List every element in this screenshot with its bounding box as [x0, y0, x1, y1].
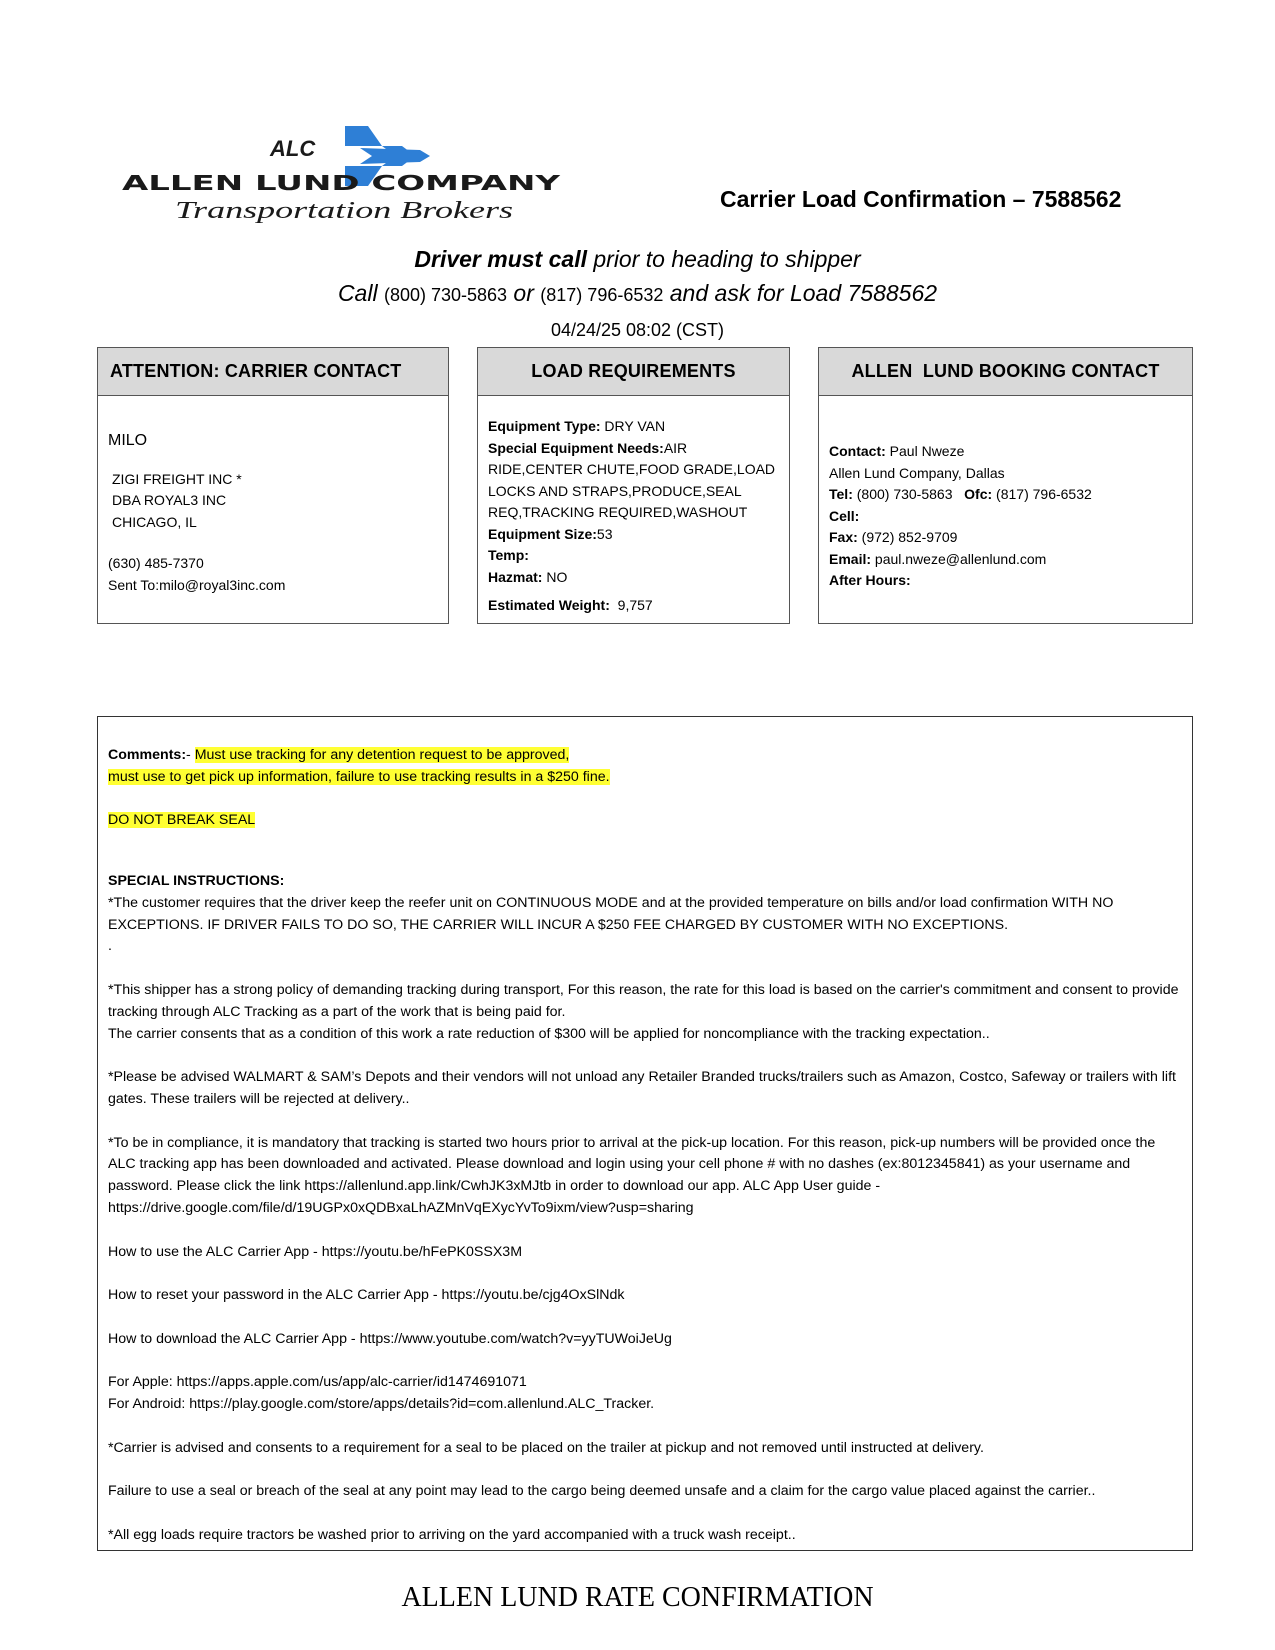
comments-box: [97, 716, 1193, 1551]
load-requirements-box: [477, 347, 790, 624]
weight-label: Estimated Weight:: [488, 597, 610, 613]
booking-office: Allen Lund Company, Dallas: [829, 464, 1005, 481]
booking-tel-label: Tel:: [829, 486, 853, 502]
special-equipment-label: Special Equipment Needs:: [488, 439, 664, 456]
driver-instruction-rest: prior to heading to shipper: [586, 246, 861, 272]
booking-ofc-value: (817) 796-6532: [992, 486, 1092, 502]
booking-contact-label: Contact:: [829, 443, 886, 459]
temp-label: Temp:: [488, 547, 529, 563]
confirmation-datetime: 04/24/25 08:02 (CST): [550, 320, 725, 340]
booking-email-value: paul.nweze@allenlund.com: [871, 550, 1047, 567]
call-or: or: [507, 280, 541, 306]
booking-email-row: [829, 549, 1182, 571]
load-requirements-body: [478, 396, 789, 617]
special-equipment-row: [488, 438, 779, 460]
instruction-how-to-use: How to use the ALC Carrier App - https://youtu.be/hFePK0SSX3M: [108, 1243, 523, 1260]
weight-value: 9,757: [609, 597, 653, 613]
comments-label: Comments:: [108, 747, 187, 763]
equipment-size-row: [488, 524, 779, 546]
call-instruction: [0, 280, 1275, 307]
comments-seal-line: [108, 810, 1182, 832]
page-title: Carrier Load Confirmation – 7588562: [720, 186, 1122, 212]
instruction-reefer: *The customer requires that the driver keep the reefer unit on CONTINUOUS MODE and at the provided temperature on bills and/or load confirmation WITH NO EXCEPTIONS. IF DRIVER FAILS TO DO SO, THE CARRIER WILL INCUR A $250 FEE CHARGED BY CUSTOMER WITH NO EXCEPTIONS.: [108, 894, 1114, 933]
carrier-dba: DBA ROYAL3 INC: [112, 492, 227, 508]
equipment-size-value: 53: [596, 525, 613, 542]
instruction-android-link: For Android: https://play.google.com/store/apps/details?id=com.allenlund.ALC_Tracker.: [108, 1396, 655, 1413]
comments-highlight-2: must use to get pick up information, failure to use tracking results in a $250 fine.: [108, 768, 610, 785]
company-logo: [120, 124, 590, 234]
carrier-company: ZIGI FREIGHT INC *: [112, 470, 242, 487]
logo-tagline: Transportation Brokers: [175, 198, 513, 224]
carrier-contact-box: [97, 347, 449, 624]
booking-fax-value: (972) 852-9709: [857, 529, 958, 545]
instruction-dot: .: [108, 938, 112, 955]
booking-contact-value: Paul Nweze: [885, 443, 965, 459]
alc-logo-mark: [120, 124, 590, 234]
instruction-egg-loads: *All egg loads require tractors be washed prior to arriving on the yard accompanied with a truck wash receipt..: [108, 1526, 796, 1543]
load-requirements-heading: LOAD REQUIREMENTS: [478, 348, 789, 396]
booking-contact-heading: ALLEN LUND BOOKING CONTACT: [819, 348, 1192, 396]
comments-highlight-1: Must use tracking for any detention request to be approved,: [194, 747, 570, 763]
weight-row: [488, 595, 779, 617]
driver-call-instruction: [0, 246, 1275, 273]
footer-title: ALLEN LUND RATE CONFIRMATION: [401, 1582, 874, 1613]
logo-mark-text: ALC: [270, 136, 316, 161]
phone-secondary: (817) 796-6532: [540, 285, 664, 305]
temp-row: [488, 545, 779, 567]
booking-contact-box: [818, 347, 1193, 624]
special-equipment-line1: AIR: [663, 439, 688, 456]
comments-body: [98, 717, 1192, 1547]
special-equipment-line2: RIDE,CENTER CHUTE,FOOD GRADE,LOAD: [488, 461, 776, 477]
booking-cell-row: [829, 506, 1182, 528]
carrier-contact-heading: ATTENTION: CARRIER CONTACT: [98, 348, 448, 396]
booking-after-hours-row: [829, 570, 1182, 592]
comments-dash: -: [186, 747, 195, 763]
instruction-tracking-policy: *This shipper has a strong policy of demanding tracking during transport, For this reason, the rate for this load is based on the carrier's commitment and consent to provide tracking through ALC Tracking as a part of the work that is being paid for.: [108, 981, 1179, 1020]
booking-cell-label: Cell:: [829, 507, 860, 524]
booking-after-hours-label: After Hours:: [829, 572, 911, 588]
phone-primary: (800) 730-5863: [383, 285, 508, 305]
instruction-rate-reduction: The carrier consents that as a condition of this work a rate reduction of $300 will be applied for noncompliance with the tracking expectation..: [108, 1025, 990, 1042]
equipment-type-row: [488, 416, 779, 438]
instruction-reset-password: How to reset your password in the ALC Carrier App - https://youtu.be/cjg4OxSlNdk: [108, 1287, 625, 1304]
carrier-location: CHICAGO, IL: [112, 513, 197, 530]
instruction-apple-link: For Apple: https://apps.apple.com/us/app/alc-carrier/id1474691071: [108, 1374, 527, 1391]
instruction-seal-requirement: *Carrier is advised and consents to a requirement for a seal to be placed on the trailer at pickup and not removed until instructed at delivery.: [108, 1439, 984, 1456]
booking-contact-row: [829, 441, 1182, 463]
instruction-walmart: *Please be advised WALMART & SAM’s Depots and their vendors will not unload any Retailer Branded trucks/trailers such as Amazon, Costco, Safeway or trailers with lift gates. These trailers will be rejected at delivery..: [108, 1069, 1176, 1107]
special-equipment-line4: REQ,TRACKING REQUIRED,WASHOUT: [488, 504, 748, 520]
equipment-type-label: Equipment Type:: [488, 418, 601, 434]
driver-must-call-text: Driver must call: [414, 246, 587, 272]
booking-tel-value: (800) 730-5863: [852, 486, 965, 502]
carrier-contact-body: [98, 396, 448, 596]
booking-ofc-label: Ofc:: [964, 486, 993, 502]
equipment-size-label: Equipment Size:: [488, 525, 597, 542]
instruction-tracking-app: *To be in compliance, it is mandatory that tracking is started two hours prior to arrival at the pick-up location. For this reason, pick-up numbers will be provided once the ALC tracking app has been downloaded and activated. Please download and login using your cell phone # with no dashes (ex:8012345841) as your username and password. Please click the link https://allenlund.app.link/CwhJK3xMJtb in order to download our app. ALC App User guide - https://drive.google.com/file/d/19UGPx0xQDBxaLhAZMnVqEXycYvTo9ixm/view?usp=sharing: [108, 1134, 1156, 1216]
hazmat-row: [488, 567, 779, 589]
comments-line2: [108, 767, 1182, 789]
booking-email-label: Email:: [829, 550, 872, 567]
special-equipment-line3: LOCKS AND STRAPS,PRODUCE,SEAL: [488, 482, 742, 499]
call-prefix: Call: [337, 280, 384, 306]
carrier-sent-to: Sent To:milo@royal3inc.com: [108, 576, 286, 593]
carrier-contact-name: MILO: [108, 432, 148, 449]
call-suffix: and ask for Load 7588562: [663, 280, 938, 306]
carrier-phone: (630) 485-7370: [108, 555, 204, 571]
booking-tel-row: [829, 484, 1182, 506]
booking-fax-row: [829, 527, 1182, 549]
equipment-type-value: DRY VAN: [600, 418, 666, 434]
instruction-seal-breach: Failure to use a seal or breach of the seal at any point may lead to the cargo being deemed unsafe and a claim for the cargo value placed against the carrier..: [108, 1483, 1096, 1500]
logo-company-name: ALLEN LUND COMPANY: [122, 171, 561, 195]
special-instructions-heading: SPECIAL INSTRUCTIONS:: [108, 872, 285, 889]
booking-contact-body: [819, 396, 1192, 592]
instruction-download-app: How to download the ALC Carrier App - https://www.youtube.com/watch?v=yyTUWoiJeUg: [108, 1330, 672, 1347]
hazmat-label: Hazmat:: [488, 568, 543, 585]
booking-fax-label: Fax:: [829, 529, 858, 545]
comments-line1: [108, 745, 1182, 767]
comments-seal: DO NOT BREAK SEAL: [108, 812, 256, 829]
hazmat-value: NO: [542, 568, 568, 585]
